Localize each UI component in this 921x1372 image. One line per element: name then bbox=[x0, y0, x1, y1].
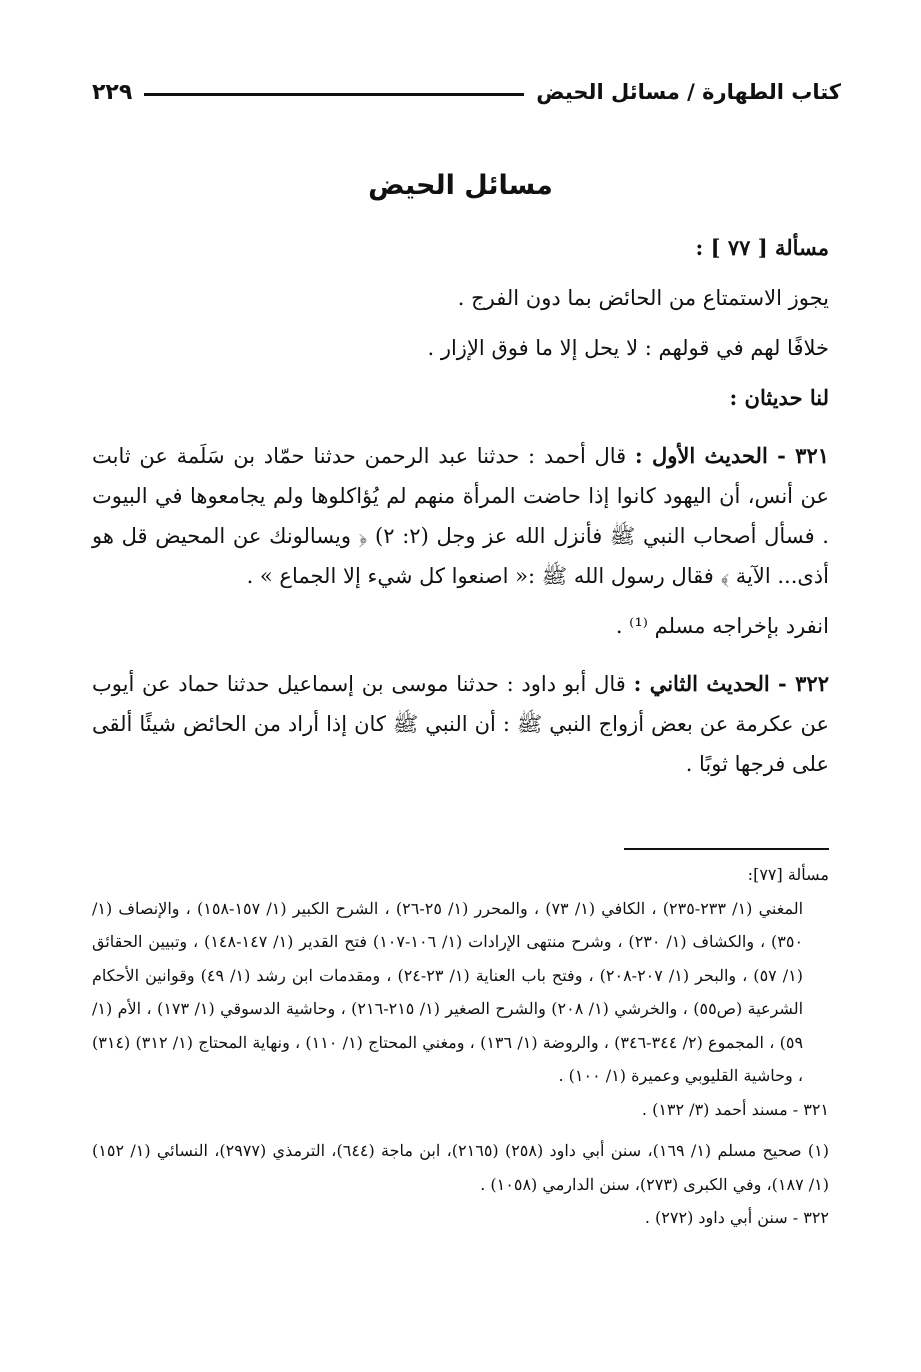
issue-ruling: يجوز الاستمتاع من الحائض بما دون الفرج . bbox=[457, 286, 829, 310]
evidence-intro: لنا حديثان : bbox=[729, 385, 829, 410]
page-number: ٢٢٩ bbox=[92, 79, 133, 105]
section-title: مسائل الحيض bbox=[368, 170, 553, 201]
footnote-ref-321: ٣٢١ - مسند أحمد (٣/ ١٣٢) . bbox=[641, 1099, 829, 1119]
footnote-1: (١) صحيح مسلم (١/ ١٦٩)، سنن أبي داود (٢٥٨) (٢١٦٥)، ابن ماجة (٦٤٤)، الترمذي (٢٩٧٧)، النسائي (١/ ١٥٢) (١/ ١٨٧)، وفي الكبرى (٢٧٣)، سنن الدارمي (١٠٥٨) . bbox=[92, 1141, 829, 1194]
hadith-2-heading: ٣٢٢ - الحديث الثاني : bbox=[633, 671, 829, 696]
hadith-1-heading: ٣٢١ - الحديث الأول : bbox=[634, 443, 830, 468]
hadith-2-paragraph bbox=[92, 664, 829, 784]
running-title: كتاب الطهارة / مسائل الحيض bbox=[536, 80, 841, 104]
issue-label: مسألة [ ٧٧ ] : bbox=[695, 235, 829, 260]
footnote-issue-references: المغني (١/ ٢٣٣-٢٣٥) ، الكافي (١/ ٧٣) ، والمحرر (١/ ٢٥-٢٦) ، الشرح الكبير (١/ ١٥٧-١٥٨) ، والإنصاف (١/ ٣٥٠) ، والكشاف (١/ ٢٣٠) ، وشرح منتهى الإرادات (١/ ١٠٦-١٠٧) فتح القدير (١/ ١٤٧-١٤٨) ، وتبيين الحقائق (١/ ٥٧) ، والبحر (١/ ٢٠٧-٢٠٨) ، وفتح باب العناية (١/ ٢٣-٢٤) ، ومقدمات ابن رشد (١/ ٤٩) وقوانين الأحكام الشرعية (ص٥٥) ، والخرشي (١/ ٢٠٨) والشرح الصغير (١/ ٢١٥-٢١٦) ، وحاشية الدسوقي (١/ ١٧٣) ، الأم (١/ ٥٩) ، المجموع (٢/ ٣٤٤-٣٤٦) ، والروضة (١/ ١٣٦) ، ومغني المحتاج (١/ ١١٠) ، ونهاية المحتاج (١/ ٣١٢) (٣١٤) ، وحاشية القليوبي وعميرة (١/ ١٠٠) . bbox=[92, 898, 804, 1085]
main-text bbox=[92, 228, 829, 784]
issue-opposing-view: خلافًا لهم في قولهم : لا يحل إلا ما فوق الإزار . bbox=[427, 336, 829, 360]
hadith-1-note: انفرد بإخراجه مسلم ⁽¹⁾ . bbox=[615, 614, 829, 638]
running-header bbox=[92, 72, 841, 112]
hadith-2-text: قال أبو داود : حدثنا موسى بن إسماعيل حدثنا حماد عن أيوب عن عكرمة عن بعض أزواج النبي ﷺ : أن النبي ﷺ كان إذا أراد من الحائض شيئًا ألقى على فرجها ثوبًا . bbox=[92, 672, 829, 776]
footnote-issue-label: مسألة [٧٧]: bbox=[747, 865, 829, 884]
footnote-separator bbox=[624, 848, 829, 850]
footnote-ref-322: ٣٢٢ - سنن أبي داود (٢٧٢) . bbox=[644, 1208, 829, 1227]
header-rule bbox=[144, 93, 524, 96]
footnotes bbox=[92, 858, 829, 1235]
hadith-1-text: قال أحمد : حدثنا عبد الرحمن حدثنا حمّاد بن سَلَمة عن ثابت عن أنس، أن اليهود كانوا إذا حاضت المرأة منهم لم يُؤاكلوها ولم يجامعوها في البيوت . فسأل أصحاب النبي ﷺ فأنزل الله عز وجل (٢: ٢) ﴿ ويسالونك عن المحيض قل هو أذى... الآية ﴾ فقال رسول الله ﷺ :« اصنعوا كل شيء إلا الجماع » . bbox=[92, 444, 829, 588]
hadith-1-paragraph bbox=[92, 436, 829, 596]
